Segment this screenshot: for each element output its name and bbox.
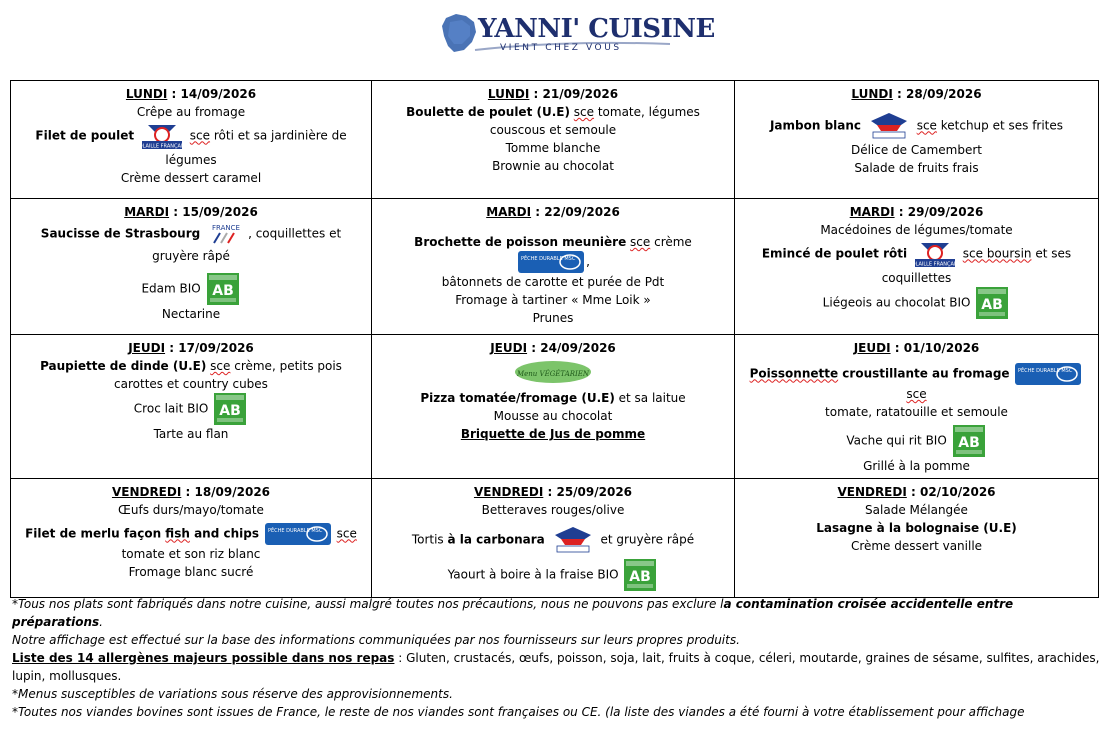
menu-cell-vendredi-02: [735, 479, 1099, 598]
menu-cell-lundi-14: [11, 81, 372, 199]
drink: Briquette de Jus de pomme: [460, 427, 646, 441]
menu-row-mardi: [11, 199, 1099, 335]
menu-row-vendredi: [11, 479, 1099, 598]
dessert: Grillé à la pomme: [863, 459, 970, 473]
starter: Crêpe au fromage: [136, 105, 246, 119]
day-header: MARDI : 22/09/2026: [486, 205, 620, 219]
menu-vegetarien-badge-icon: [513, 359, 593, 385]
viande-de-france-label-icon: [206, 221, 246, 247]
volaille-francaise-label-icon: [135, 121, 189, 151]
day-header: MARDI : 15/09/2026: [124, 205, 258, 219]
main-dish: Pizza tomatée/fromage (U.E) et sa laitue: [420, 391, 686, 405]
svg-text:Menu VÉGÉTARIEN: Menu VÉGÉTARIEN: [516, 370, 590, 378]
menu-cell-mardi-15: [11, 199, 372, 335]
agriculture-bio-label-icon: [624, 559, 656, 591]
svg-text:VOLAILLE FRANÇAISE: VOLAILLE FRANÇAISE: [908, 261, 962, 268]
day-header: JEUDI : 24/09/2026: [490, 341, 616, 355]
dessert: Prunes: [532, 311, 574, 325]
day-header: LUNDI : 21/09/2026: [487, 87, 619, 101]
dessert: Fromage blanc sucré: [128, 565, 254, 579]
agriculture-bio-label-icon: [214, 393, 246, 425]
dessert: Brownie au chocolat: [492, 159, 614, 173]
volaille-francaise-label-icon: [908, 239, 962, 269]
main-dish: Emincé de poulet rôti VOLAILLE FRANÇAISE sce boursin et ses coquillettes: [741, 239, 1092, 287]
main-dish: Filet de merlu façon fish and chips PÊCHE DURABLE MSC sce: [17, 523, 365, 545]
day-header: JEUDI : 01/10/2026: [853, 341, 980, 355]
menu-cell-lundi-28: [735, 81, 1099, 199]
svg-text:VOLAILLE FRANÇAISE: VOLAILLE FRANÇAISE: [135, 143, 189, 150]
cheese: Edam BIO AB: [17, 273, 365, 305]
company-logo: [440, 10, 715, 58]
vegetarian-badge-row: [378, 359, 728, 385]
dessert: Crème dessert caramel: [120, 171, 262, 185]
dessert: Nectarine: [161, 307, 221, 321]
main-dish: Jambon blanc sce ketchup et ses frites: [741, 111, 1092, 141]
day-header: VENDREDI : 25/09/2026: [473, 485, 633, 499]
day-header: LUNDI : 14/09/2026: [125, 87, 257, 101]
note-allergens: Liste des 14 allergènes majeurs possible dans nos repas : Gluten, crustacés, œufs, poisson, soja, lait, fruits à coque, céleri, moutarde, graines de sésame, sulfites, arachides, lupin, mollusques.: [12, 651, 1100, 683]
starter: Œufs durs/mayo/tomate: [118, 503, 264, 517]
svg-text:PÊCHE DURABLE MSC: PÊCHE DURABLE MSC: [521, 256, 576, 262]
dessert: Liégeois au chocolat BIO AB: [741, 287, 1092, 319]
le-porc-francais-label-icon: [867, 111, 911, 141]
brand-tagline: VIENT CHEZ VOUS: [500, 43, 622, 53]
day-header: VENDREDI : 02/10/2026: [837, 485, 996, 499]
msc-peche-durable-label-icon: [1015, 363, 1081, 385]
dessert: Yaourt à boire à la fraise BIO AB: [378, 559, 728, 591]
dessert: Tarte au flan: [153, 427, 229, 441]
france-map-icon: [440, 12, 480, 56]
agriculture-bio-label-icon: [207, 273, 239, 305]
svg-text:PÊCHE DURABLE MSC: PÊCHE DURABLE MSC: [1018, 368, 1073, 374]
main-dish: Filet de poulet VOLAILLE FRANÇAISE sce rôti et sa jardinière de légumes: [17, 121, 365, 169]
svg-text:AB: AB: [219, 403, 241, 419]
main-dish: Lasagne à la bolognaise (U.E): [816, 521, 1017, 535]
menu-row-lundi: [11, 81, 1099, 199]
footer-notes: [12, 595, 1102, 721]
menu-cell-vendredi-25: [372, 479, 735, 598]
cheese: Tomme blanche: [505, 141, 601, 155]
svg-text:AB: AB: [211, 283, 234, 299]
starter: Salade Mélangée: [865, 503, 968, 517]
day-header: LUNDI : 28/09/2026: [851, 87, 982, 101]
dessert: Crème dessert vanille: [850, 539, 983, 553]
note-suppliers: Notre affichage est effectué sur la base des informations communiquées par nos fournisseurs sur leurs propres produits.: [12, 633, 740, 647]
cheese: Croc lait BIO AB: [17, 393, 365, 425]
msc-peche-durable-label-icon: [518, 251, 584, 273]
agriculture-bio-label-icon: [953, 425, 985, 457]
day-header: VENDREDI : 18/09/2026: [111, 485, 271, 499]
menu-row-jeudi: [11, 335, 1099, 479]
menu-cell-jeudi-01: JEUDI : 01/10/2026 Poissonnette croustillante au fromage PÊCHE DURABLE MSC sce tomate, ratatouille et semoule Vache qui rit BIO AB Grillé à la pomme: [735, 335, 1099, 479]
main-dish: Brochette de poisson meunière sce crème PÊCHE DURABLE MSC ,: [378, 233, 728, 273]
dessert: Salade de fruits frais: [854, 161, 979, 175]
note-variations: *Menus susceptibles de variations sous réserve des approvisionnements.: [12, 687, 453, 701]
menu-cell-lundi-21: [372, 81, 735, 199]
menu-cell-vendredi-18: VENDREDI : 18/09/2026 Œufs durs/mayo/tomate Filet de merlu façon fish and chips PÊCHE DURABLE MSC sce tomate et son riz blanc Fromage blanc sucré: [11, 479, 372, 598]
msc-peche-durable-label-icon: [265, 523, 331, 545]
main-dish: Tortis à la carbonara et gruyère râpé: [378, 525, 728, 555]
note-cross-contamination: *Tous nos plats sont fabriqués dans notre cuisine, aussi malgré toutes nos précautions, nous ne pouvons pas exclure la contamination croisée accidentelle entre préparations.: [12, 597, 1014, 629]
cheese: Vache qui rit BIO AB: [741, 425, 1092, 457]
menu-cell-jeudi-17: [11, 335, 372, 479]
brand-name: YANNI' CUISINE: [478, 14, 715, 44]
main-dish: Saucisse de Strasbourg FRANCE , coquillettes et gruyère râpé: [17, 221, 365, 265]
day-header: MARDI : 29/09/2026: [849, 205, 984, 219]
svg-text:AB: AB: [981, 297, 1004, 313]
cheese: Délice de Camembert: [850, 143, 983, 157]
svg-text:AB: AB: [957, 435, 980, 451]
svg-text:PÊCHE DURABLE MSC: PÊCHE DURABLE MSC: [267, 528, 323, 534]
menu-cell-mardi-29: [735, 199, 1099, 335]
svg-text:FRANCE: FRANCE: [212, 224, 241, 232]
cheese: Fromage à tartiner « Mme Loik »: [455, 293, 651, 307]
svg-text:AB: AB: [629, 569, 652, 585]
starter: Macédoines de légumes/tomate: [820, 223, 1013, 237]
starter: Betteraves rouges/olive: [481, 503, 625, 517]
agriculture-bio-label-icon: [976, 287, 1008, 319]
main-dish: Boulette de poulet (U.E) sce tomate, légumes couscous et semoule: [406, 105, 700, 137]
main-dish: Paupiette de dinde (U.E) sce crème, petits pois carottes et country cubes: [40, 359, 342, 391]
dessert: Mousse au chocolat: [493, 409, 613, 423]
main-dish: Poissonnette croustillante au fromage PÊCHE DURABLE MSC sce: [741, 363, 1092, 403]
weekly-menu-table: [10, 80, 1099, 598]
day-header: JEUDI : 17/09/2026: [128, 341, 254, 355]
le-porc-francais-label-icon: [551, 525, 595, 555]
menu-cell-mardi-22: MARDI : 22/09/2026 Brochette de poisson meunière sce crème PÊCHE DURABLE MSC , bâtonnets de carotte et purée de Pdt Fromage à tartiner « Mme Loik » Prunes: [372, 199, 735, 335]
note-meat-origin: *Toutes nos viandes bovines sont issues de France, le reste de nos viandes sont françaises ou CE. (la liste des viandes a été fourni à votre établissement pour affichage: [12, 705, 1025, 719]
menu-cell-jeudi-24: [372, 335, 735, 479]
